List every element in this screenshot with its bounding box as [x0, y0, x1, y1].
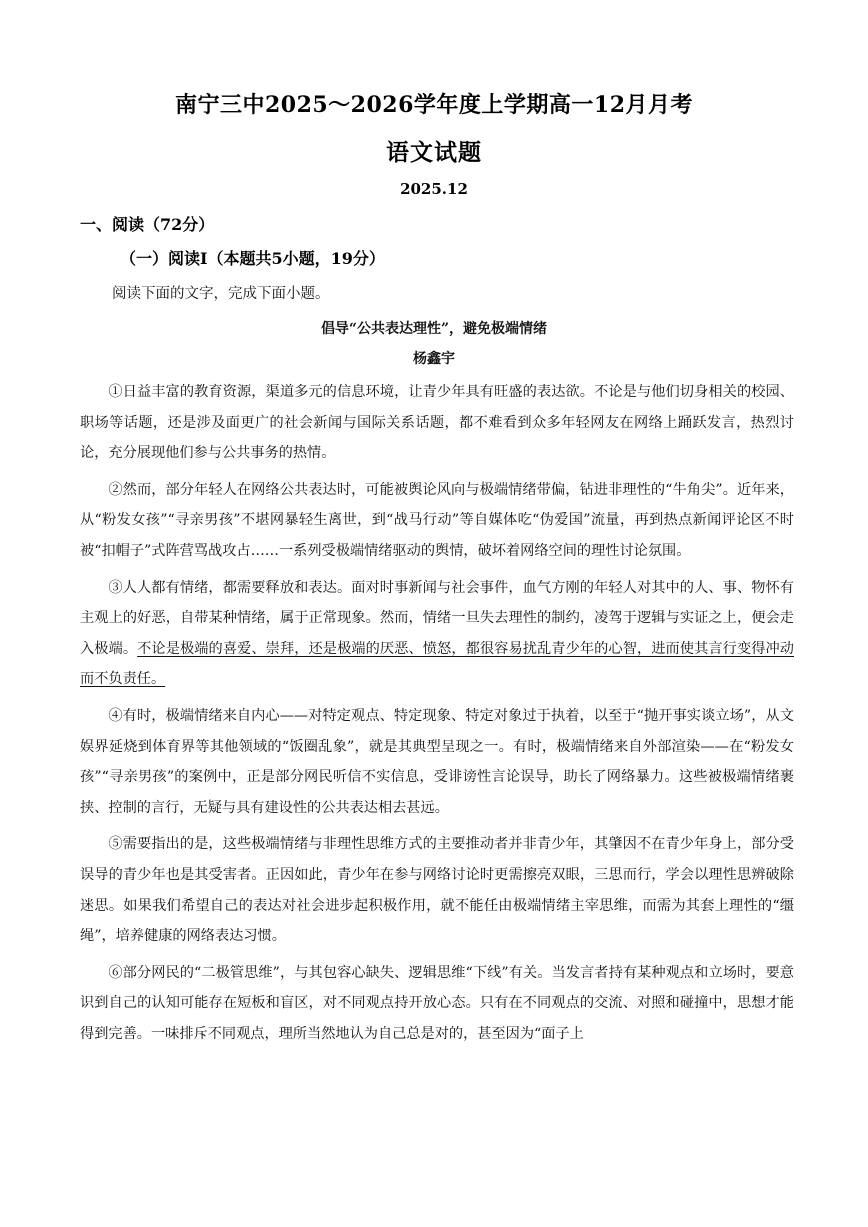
paragraph-5: ⑤需要指出的是，这些极端情绪与非理性思维方式的主要推动者并非青少年，其肇因不在青少年身上，部分受误导的青少年也是其受害者。正因如此，青少年在参与网络讨论时更需擦亮双眼，三思而行，学会以理性思辨破除迷思。如果我们希望自己的表达对社会进步起积极作用，就不能任由极端情绪主宰思维，而需为其套上理性的“缰绳”，培养健康的网络表达习惯。	[80, 836, 794, 945]
paragraph-3	[80, 573, 794, 695]
underlined-sentence: 不论是极端的喜爱、崇拜，还是极端的厌恶、愤怒，都很容易扰乱青少年的心智，进而使其言行变得冲动而不负责任。	[80, 640, 794, 688]
paragraph-6: ⑥部分网民的“二极管思维”，与其包容心缺失、逻辑思维“下线”有关。当发言者持有某种观点和立场时，要意识到自己的认知可能存在短板和盲区，对不同观点持开放心态。只有在不同观点的交流、对照和碰撞中，思想才能得到完善。一味排斥不同观点，理所当然地认为自己总是对的，甚至因为“面子上	[80, 964, 794, 1042]
paragraph-3-text: ③人人都有情绪，都需要释放和表达。面对时事新闻与社会事件，血气方刚的年轻人对其中的人、事、物怀有主观上的好恶，自带某种情绪，属于正常现象。然而，情绪一旦失去理性的制约，凌驾于逻辑与实证之上，便会走入极端。	[80, 579, 794, 657]
section-heading: 一、阅读（72分）	[80, 215, 215, 234]
exam-title: 南宁三中2025～2026学年度上学期高一12月月考	[174, 92, 694, 118]
instruction-text: 阅读下面的文字，完成下面小题。	[112, 286, 330, 302]
paragraph-4: ④有时，极端情绪来自内心——对特定观点、特定现象、特定对象过于执着，以至于“抛开事实谈立场”，从文娱界延烧到体育界等其他领域的“饭圈乱象”，就是其典型呈现之一。有时，极端情绪来自外部渲染——在“粉发女孩”“寻亲男孩”的案例中，正是部分网民听信不实信息，受诽谤性言论误导，助长了网络暴力。这些被极端情绪裹挟、控制的言行，无疑与具有建设性的公共表达相去甚远。	[80, 707, 794, 816]
paragraph-2: ②然而，部分年轻人在网络公共表达时，可能被舆论风向与极端情绪带偏，钻进非理性的“牛角尖”。近年来，从“粉发女孩”“寻亲男孩”不堪网暴轻生离世，到“战马行动”等自媒体吃“伪爱国”流量，再到热点新闻评论区不时被“扣帽子”式阵营骂战攻占……一系列受极端情绪驱动的舆情，破坏着网络空间的理性讨论氛围。	[80, 481, 794, 559]
paragraph-1: ①日益丰富的教育资源，渠道多元的信息环境，让青少年具有旺盛的表达欲。不论是与他们切身相关的校园、职场等话题，还是涉及面更广的社会新闻与国际关系话题，都不难看到众多年轻网友在网络上踊跃发言，热烈讨论，充分展现他们参与公共事务的热情。	[80, 384, 794, 462]
article-title: 倡导“公共表达理性”，避免极端情绪	[320, 321, 548, 337]
exam-date: 2025.12	[400, 180, 468, 198]
article-body	[80, 377, 794, 1055]
subsection-heading: （一）阅读Ⅰ（本题共5小题，19分）	[120, 249, 385, 268]
subject-title: 语文试题	[386, 139, 482, 166]
article-author: 杨鑫宇	[413, 351, 455, 367]
